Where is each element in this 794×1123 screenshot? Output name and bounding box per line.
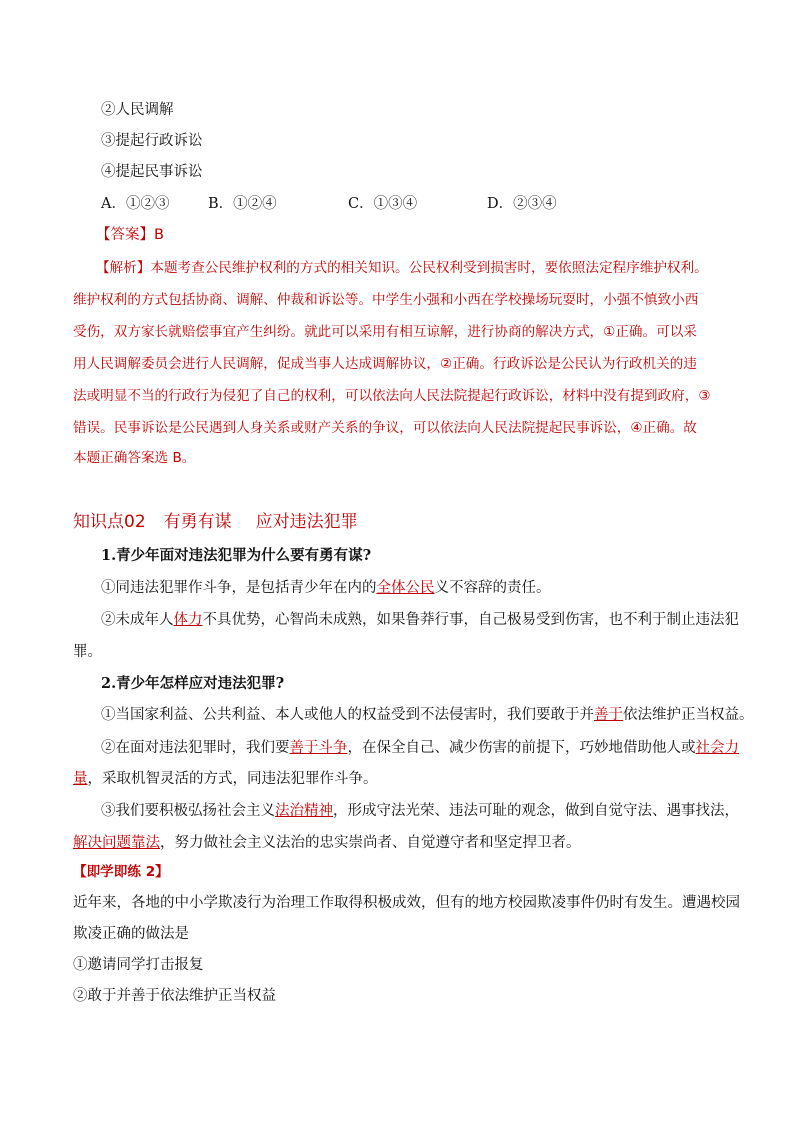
choice-c: C．①③④ <box>348 196 418 212</box>
point2-l3-key: 量 <box>73 771 88 787</box>
point1-l1-text: ①同违法犯罪作斗争，是包括青少年在内的 <box>101 580 377 596</box>
analysis-line-1 <box>96 258 708 278</box>
practice-label: 【即学即练 2】 <box>73 864 169 880</box>
analysis-label: 【解析】 <box>96 260 151 276</box>
point2-line-2 <box>101 738 739 758</box>
practice-option-1: ①邀请同学打击报复 <box>73 957 204 973</box>
analysis-line-3: 受伤，双方家长就赔偿事宜产生纠纷。就此可以采用有相互谅解，进行协商的解决方式，①正确。可以采 <box>73 324 697 340</box>
point1-line-3: 罪。 <box>73 644 102 660</box>
analysis-line-2: 维护权利的方式包括协商、调解、仲裁和诉讼等。中学生小强和小西在学校操场玩耍时，小强不慎致小西 <box>73 292 699 308</box>
point2-l5-tail: ，努力做社会主义法治的忠实崇尚者、自觉遵守者和坚定捍卫者。 <box>160 835 581 851</box>
practice-stem-1: 近年来，各地的中小学欺凌行为治理工作取得积极成效，但有的地方校园欺凌事件仍时有发生。遭遇校园 <box>73 895 740 911</box>
practice-option-2: ②敢于并善于依法维护正当权益 <box>73 988 276 1004</box>
point2-l1-key: 善于 <box>594 707 623 723</box>
point2-l4-text: ③我们要积极弘扬社会主义 <box>101 803 275 819</box>
point2-l2-key2: 社会力 <box>695 740 739 756</box>
analysis-line-4: 用人民调解委员会进行人民调解，促成当事人达成调解协议，②正确。行政诉讼是公民认为行政机关的违 <box>73 356 697 372</box>
point2-l1-tail: 依法维护正当权益。 <box>623 707 754 723</box>
point2-l3-tail: ，采取机智灵活的方式，同违法犯罪作斗争。 <box>87 771 378 787</box>
point2-l4-key: 法治精神 <box>275 803 333 819</box>
choice-b: B．①②④ <box>208 196 277 212</box>
section-title-a: 有勇有谋 <box>163 512 232 532</box>
analysis-line-5 <box>73 386 711 406</box>
section-title-b: 应对违法犯罪 <box>255 512 358 532</box>
point2-line-4 <box>101 801 739 821</box>
point1-l2-key: 体力 <box>173 612 203 628</box>
point2-l2-text: ②在面对违法犯罪时，我们要 <box>101 740 290 756</box>
analysis-line-7: 本题正确答案选 B。 <box>73 450 196 466</box>
analysis-text-5-tail: ③ <box>698 388 711 404</box>
option-item-4: ④提起民事诉讼 <box>101 164 203 180</box>
point2-line-3 <box>73 769 378 789</box>
point1-line-1 <box>101 578 551 598</box>
point2-l4-tail: ，形成守法光荣、违法可耻的观念，做到自觉守法、遇事找法， <box>333 803 739 819</box>
point2-l5-key: 解决问题靠法 <box>73 835 160 851</box>
point2-heading: 2.青少年怎样应对违法犯罪? <box>101 675 285 692</box>
point2-l2-mid: ，在保全自己、减少伤害的前提下，巧妙地借助他人或 <box>347 740 696 756</box>
section-heading <box>73 510 358 534</box>
analysis-line-6: 错误。民事诉讼是公民遇到人身关系或财产关系的争议，可以依法向人民法院提起民事诉讼，④正确。故 <box>73 420 697 436</box>
choice-a: A．①②③ <box>101 196 170 212</box>
answer-line <box>96 225 164 245</box>
option-item-2: ②人民调解 <box>101 102 174 118</box>
section-number: 知识点02 <box>73 512 146 532</box>
point1-heading: 1.青少年面对违法犯罪为什么要有勇有谋? <box>101 547 372 564</box>
point1-line-2 <box>101 610 739 630</box>
point1-l1-tail: 义不容辞的责任。 <box>434 580 551 596</box>
point2-l2-key: 善于斗争 <box>289 740 348 756</box>
option-item-3: ③提起行政诉讼 <box>101 133 203 149</box>
analysis-text-5: 法或明显不当的行政行为侵犯了自己的权利，可以依法向人民法院提起行政诉讼，材料中没有提到政府， <box>73 388 699 404</box>
point2-line-5 <box>73 833 581 853</box>
analysis-text-1: 本题考查公民维护权利的方式的相关知识。公民权利受到损害时，要依照法定程序维护权利。 <box>150 260 708 276</box>
point1-l1-key: 全体公民 <box>376 580 435 596</box>
point2-l1-text: ①当国家利益、公共利益、本人或他人的权益受到不法侵害时，我们要敢于并 <box>101 707 594 723</box>
answer-value: B <box>154 227 164 243</box>
choice-d: D．②③④ <box>487 196 557 212</box>
practice-stem-2: 欺凌正确的做法是 <box>73 926 189 942</box>
answer-label: 【答案】 <box>96 227 154 243</box>
point1-l2-text: ②未成年人 <box>101 612 174 628</box>
point2-line-1 <box>101 705 754 725</box>
point1-l2-tail: 不具优势，心智尚未成熟，如果鲁莽行事，自己极易受到伤害，也不利于制止违法犯 <box>202 612 739 628</box>
